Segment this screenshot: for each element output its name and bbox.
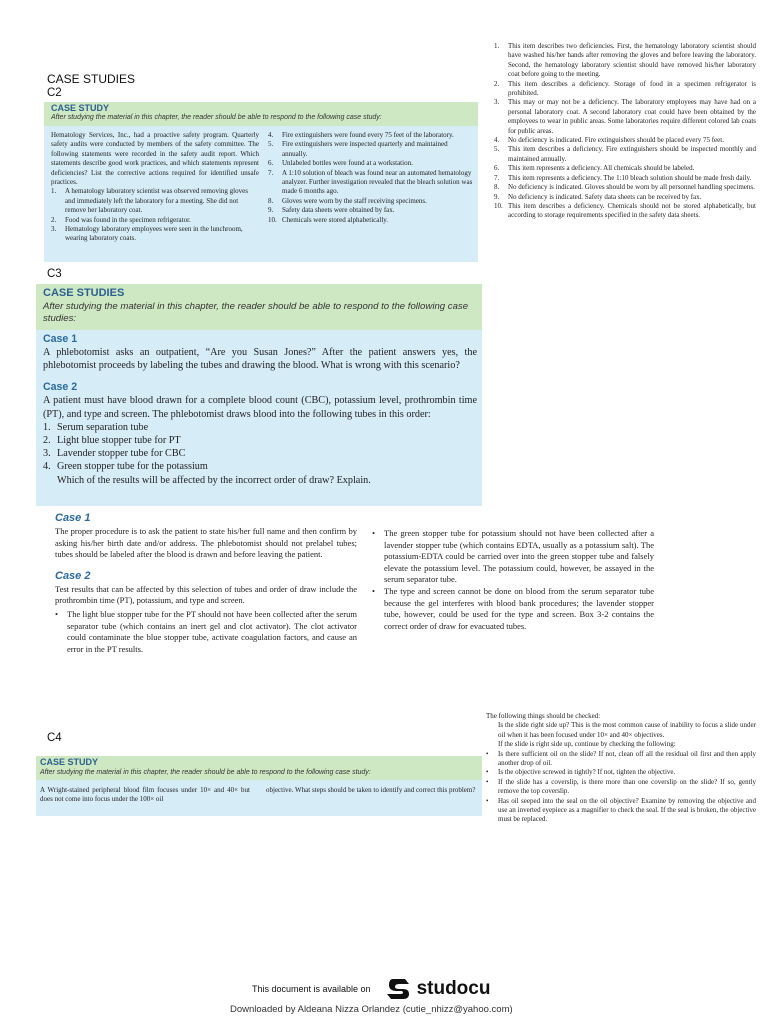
list-number: 1. — [43, 421, 51, 433]
c4-answers — [486, 712, 756, 825]
c2-case-study — [44, 102, 478, 262]
page-title: CASE STUDIES — [47, 72, 136, 86]
list-text: Food was found in the specimen refrigerator. — [65, 215, 191, 224]
c3-ans-case1-title: Case 1 — [55, 512, 91, 524]
c4-ans-intro: The following things should be checked: — [486, 712, 601, 720]
list-number: 3. — [494, 98, 500, 107]
list-item — [494, 145, 756, 164]
c4-ans-bullets — [486, 750, 756, 825]
list-number: 1. — [51, 187, 57, 196]
c3-label: C3 — [47, 268, 62, 280]
list-item: • Is the objective screwed in tightly? If not, tighten the objective. — [486, 768, 756, 777]
c2-left-col — [51, 131, 259, 244]
list-number: 4. — [43, 461, 51, 473]
c4-label: C4 — [47, 732, 62, 744]
list-text: Gloves were worn by the staff receiving specimens. — [282, 196, 427, 205]
c4-text-right: objective. What steps should be taken to identify and correct this problem? — [266, 786, 476, 794]
list-item: • The light blue stopper tube for the PT should not have been collected after the serum separator tube (which contains an inert gel and clot activator). The clot activator could contaminate the blue stopper tube, activate coagulation factors, and cause an error in the PT results. — [55, 609, 357, 655]
list-number: 7. — [268, 168, 274, 177]
list-text: Lavender stopper tube for CBC — [57, 448, 186, 460]
list-item — [43, 421, 477, 434]
list-number: 3. — [43, 448, 51, 460]
list-item — [43, 447, 477, 460]
c3-body — [43, 333, 477, 487]
list-item: • Has oil seeped into the seal on the oil objective? Examine by removing the objective and use an inverted eyepiece as a magnifier to check the seal. If the seal is broken, the objective must be replaced. — [486, 797, 756, 825]
list-item — [43, 434, 477, 447]
list-number: 9. — [268, 206, 274, 215]
list-item — [268, 140, 473, 159]
list-number: 4. — [268, 131, 274, 139]
c3-case1-text: A phlebotomist asks an outpatient, “Are you Susan Jones?” After the patient answers yes, the phlebotomist proceeds by labeling the tubes and drawing the blood. What is wrong with this scenario? — [43, 347, 477, 372]
list-number: 7. — [494, 173, 500, 182]
list-number: 10. — [494, 201, 503, 210]
c2-right-col — [268, 131, 473, 225]
list-item — [268, 169, 473, 197]
list-text: Green stopper tube for the potassium — [57, 461, 208, 473]
c3-ans-right-bullets — [372, 528, 654, 632]
list-text: Light blue stopper tube for PT — [57, 435, 181, 447]
list-text: Hematology laboratory employees were seen in the lunchroom, wearing laboratory coats. — [65, 225, 243, 243]
list-number: 5. — [494, 145, 500, 154]
list-number: 2. — [494, 79, 500, 88]
list-item — [494, 174, 756, 183]
list-text: A 1:10 solution of bleach was found near an automated hematology analyzer. Further investigation revealed that the bleach solution was made 6 months ago. — [282, 168, 473, 196]
list-text: Fire extinguishers were found every 75 feet of the laboratory. — [282, 131, 454, 139]
c3-tag: CASE STUDIES — [43, 287, 125, 299]
list-item — [494, 80, 756, 99]
list-text: This item represents a deficiency. All chemicals should be labeled. — [508, 164, 695, 173]
list-number: 2. — [51, 215, 57, 224]
list-item — [494, 183, 756, 192]
list-item: • If the slide has a coverslip, is there more than one coverslip on the slide? If so, gently remove the top coverslip. — [486, 778, 756, 797]
list-number: 8. — [268, 196, 274, 205]
c2-answers — [494, 42, 756, 221]
list-number: 10. — [268, 215, 277, 224]
list-item — [43, 460, 477, 473]
c4-ans-q1: Is the slide right side up? This is the most common cause of inability to focus a slide under oil when it has been focused under 10× and 40× objectives. — [498, 721, 756, 739]
footer-banner — [252, 974, 552, 1004]
c2-answers-list — [494, 42, 756, 221]
list-item — [268, 216, 473, 225]
c3-case2-list — [43, 421, 477, 474]
list-text: Safety data sheets were obtained by fax. — [282, 206, 395, 215]
list-text: A hematology laboratory scientist was observed removing gloves and immediately left the laboratory for a meeting. She did not remove her laboratory coat. — [65, 187, 248, 215]
c3-ans-case1-text: The proper procedure is to ask the patient to state his/her full name and then confirm by asking his/her birth date and/or address. The phlebotomist should not prelabel tubes; tubes should be labeled after the blood is drawn and before leaving the patient. — [55, 526, 357, 560]
list-item — [268, 131, 473, 140]
c4-ans-q2: If the slide is right side up, continue by checking the following: — [498, 740, 676, 749]
list-number: 6. — [268, 159, 274, 168]
list-item — [51, 187, 259, 215]
c4-tag: CASE STUDY — [40, 757, 99, 767]
list-item — [51, 216, 259, 225]
c3-case-studies — [36, 284, 482, 506]
list-item — [494, 42, 756, 80]
c2-left-list — [51, 187, 259, 243]
list-item — [494, 136, 756, 145]
list-number: 2. — [43, 435, 51, 447]
list-text: No deficiency is indicated. Fire extinguishers should be placed every 75 feet. — [508, 136, 724, 145]
list-text: Chemicals were stored alphabetically. — [282, 215, 389, 224]
list-text: No deficiency is indicated. Safety data sheets can be received by fax. — [508, 192, 702, 201]
list-text: This item describes a deficiency. Chemicals should not be stored alphabetically, but according to storage requirements specified in the safety data sheets. — [508, 201, 756, 220]
list-text: This item describes a deficiency. Storage of food in a specimen refrigerator is prohibited. — [508, 79, 756, 98]
c3-intro: After studying the material in this chapter, the reader should be able to respond to the following case studies: — [43, 301, 469, 324]
footer-downloaded-text: Downloaded by Aldeana Nizza Orlandez (cutie_nhizz@yahoo.com) — [230, 1004, 513, 1015]
list-number: 8. — [494, 183, 500, 192]
list-number: 4. — [494, 136, 500, 145]
studocu-brand[interactable]: studocu — [416, 978, 491, 999]
c3-ans-case2-bullets — [55, 609, 357, 655]
list-text: Unlabeled bottles were found at a workstation. — [282, 159, 413, 168]
list-number: 5. — [268, 140, 274, 149]
list-text: This may or may not be a deficiency. The laboratory employees may have had on a personal laboratory coat. A second laboratory coat could have been obtained by the employees to wear in public areas. Some laboratories require different colored lab coats for public areas. — [508, 98, 756, 135]
list-number: 3. — [51, 225, 57, 234]
list-item — [494, 98, 756, 136]
list-text: Fire extinguishers were inspected quarterly and maintained annually. — [282, 140, 448, 158]
list-item — [494, 164, 756, 173]
c3-case2-title: Case 2 — [43, 381, 78, 394]
c3-case2-text: A patient must have blood drawn for a complete blood count (CBC), potassium level, prothrombin time (PT), and type and screen. The phlebotomist draws blood into the following tubes in this order: — [43, 395, 477, 420]
c3-ans-case2-text: Test results that can be affected by this selection of tubes and order of draw include the prothrombin time (PT), potassium, and type and screen. — [55, 583, 357, 606]
list-number: 1. — [494, 42, 500, 50]
c3-case2-question: Which of the results will be affected by the incorrect order of draw? Explain. — [57, 474, 371, 486]
list-item: • Is there sufficient oil on the slide? If not, clean off all the residual oil first and then apply another drop of oil. — [486, 750, 756, 769]
studocu-logo-icon[interactable] — [385, 977, 413, 1001]
list-text: This item describes a deficiency. Fire extinguishers should be inspected monthly and maintained annually. — [508, 145, 756, 163]
c3-ans-case2-title: Case 2 — [55, 569, 91, 582]
c3-case1-title: Case 1 — [43, 333, 78, 345]
c4-case-study — [36, 756, 482, 816]
c2-paragraph: Hematology Services, Inc., had a proactive safety program. Quarterly safety audits were conducted by members of the safety committee. The following statements were recorded in the safety audit report. Which statements describe good work practices, and which statements represent deficiencies? List the corrective actions required for identified unsafe practices. — [51, 131, 259, 187]
c2-right-list — [268, 131, 473, 225]
list-item — [268, 197, 473, 206]
list-item — [494, 202, 756, 221]
list-item — [51, 225, 259, 244]
c4-text-left: A Wright-stained peripheral blood film focuses under 10× and 40× but does not come into focus under the 100× oil — [40, 786, 250, 804]
list-text: This item describes two deficiencies. First, the hematology laboratory scientist should have washed his/her hands after removing the gloves and before leaving the laboratory. Second, the hematology laboratory scientist should have removed his/her laboratory coat before going to the meeting. — [508, 42, 756, 79]
c2-intro: After studying the material in this chapter, the reader should be able to respond to the following case study: — [51, 114, 382, 121]
list-number: 6. — [494, 164, 500, 173]
list-item — [494, 193, 756, 202]
list-item — [268, 206, 473, 215]
c3-answers-right — [372, 528, 654, 632]
c4-intro: After studying the material in this chapter, the reader should be able to respond to the following case study: — [40, 769, 371, 776]
footer-available-text: This document is available on — [252, 984, 371, 994]
list-item — [268, 159, 473, 168]
list-text: Serum separation tube — [57, 421, 149, 433]
list-item: • The green stopper tube for potassium should not have been collected after a lavender stopper tube (which contains EDTA, usually as a potassium salt). The potassium-EDTA could be carried over into the green stopper tube and falsely elevate the potassium level. The potassium could, however, be assayed in the serum separator tube. — [372, 528, 654, 586]
list-text: No deficiency is indicated. Gloves should be worn by all personnel handling specimens. — [508, 183, 755, 192]
c2-label: C2 — [47, 87, 62, 99]
list-number: 9. — [494, 192, 500, 201]
c2-tag: CASE STUDY — [51, 103, 110, 113]
list-item: • The type and screen cannot be done on blood from the serum separator tube because the gel interferes with blood bank procedures; the lavender stopper tube, however, could be used for the type and screen. Box 3-2 contains the correct order of draw for evacuated tubes. — [372, 586, 654, 632]
c3-answers-left — [55, 512, 357, 655]
list-text: This item represents a deficiency. The 1:10 bleach solution should be made fresh daily. — [508, 173, 752, 182]
